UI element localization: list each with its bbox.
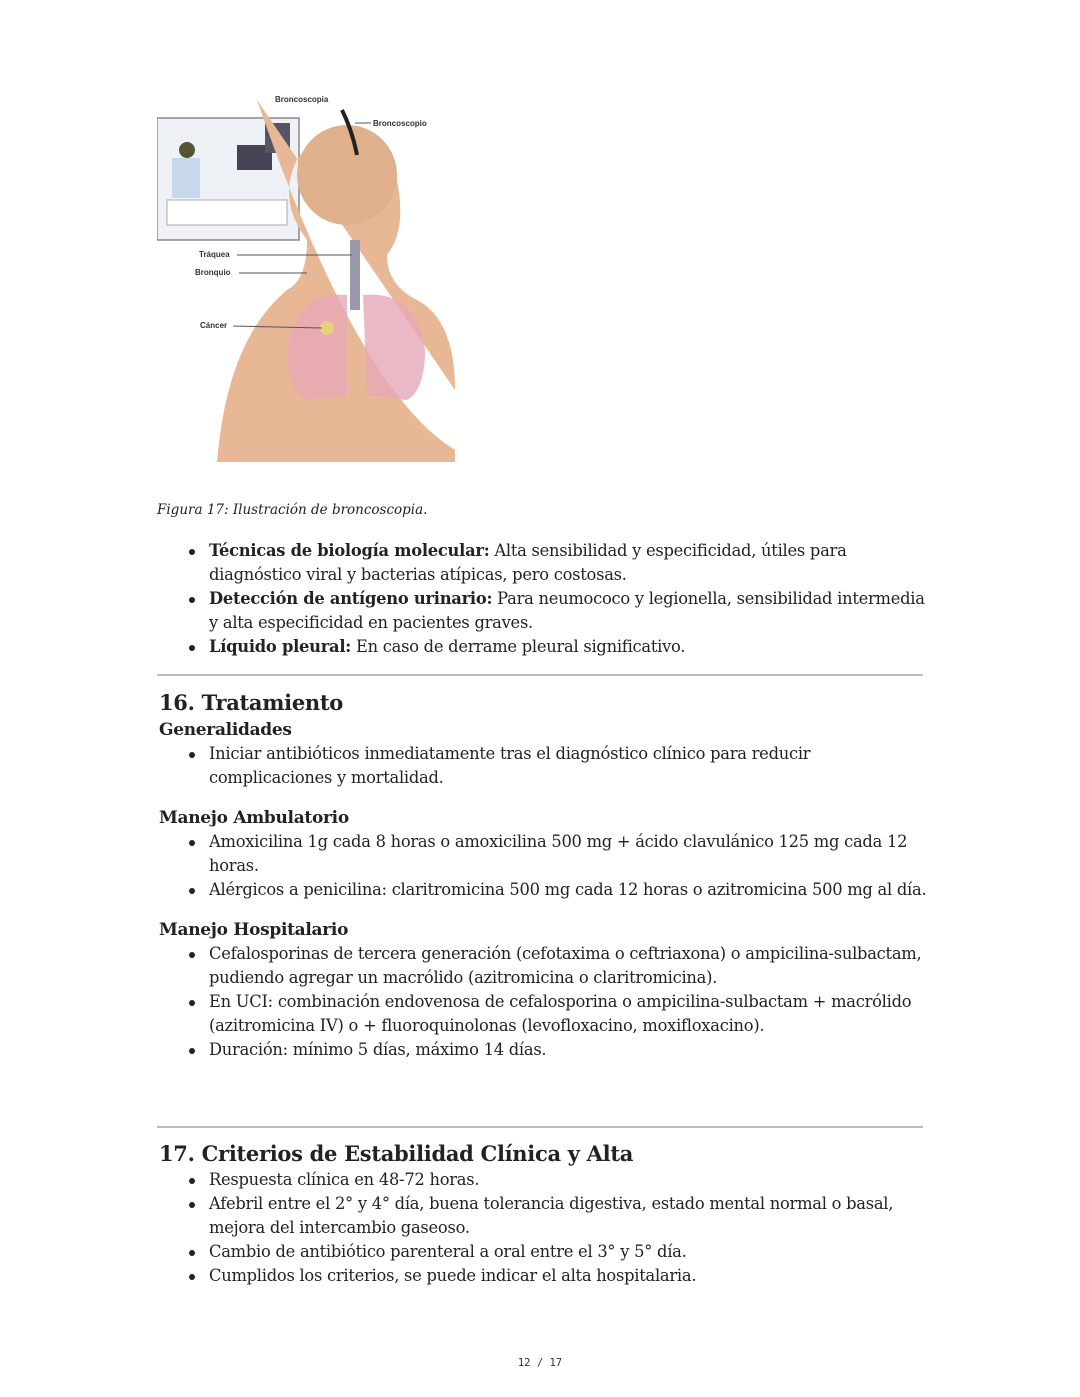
figure-caption: Figura 17: Ilustración de broncoscopia. — [157, 502, 428, 518]
section-16 — [159, 690, 929, 1062]
bronchoscopy-illustration — [157, 90, 455, 462]
list-item: Alérgicos a penicilina: claritromicina 500 mg cada 12 horas o azitromicina 500 mg al día. — [209, 878, 929, 902]
label-cancer: Cáncer — [200, 321, 228, 330]
section-17 — [159, 1141, 929, 1288]
subheading: Manejo Hospitalario — [159, 920, 349, 940]
list-item: Respuesta clínica en 48-72 horas. — [209, 1168, 929, 1192]
label-broncoscopio: Broncoscopio — [373, 119, 427, 128]
section-title: 17. Criterios de Estabilidad Clínica y Alta — [159, 1141, 634, 1166]
list-item: Cambio de antibiótico parenteral a oral entre el 3° y 5° día. — [209, 1240, 929, 1264]
list-item: Líquido pleural: En caso de derrame pleural significativo. — [209, 635, 929, 659]
label-broncoscopia: Broncoscopia — [275, 95, 329, 104]
list-item: Técnicas de biología molecular: Alta sensibilidad y especificidad, útiles para diagnóstico viral y bacterias atípicas, pero costosas. — [209, 539, 929, 587]
section-title: 16. Tratamiento — [159, 690, 343, 715]
diagnostics-list — [159, 539, 929, 659]
list-item: Cumplidos los criterios, se puede indicar el alta hospitalaria. — [209, 1264, 929, 1288]
list-item: Cefalosporinas de tercera generación (cefotaxima o ceftriaxona) o ampicilina-sulbactam, pudiendo agregar un macrólido (azitromicina o claritromicina). — [209, 942, 929, 990]
list-item: Detección de antígeno urinario: Para neumococo y legionella, sensibilidad intermedia y alta especificidad en pacientes graves. — [209, 587, 929, 635]
subheading: Manejo Ambulatorio — [159, 808, 349, 828]
list-item: En UCI: combinación endovenosa de cefalosporina o ampicilina-sulbactam + macrólido (azitromicina IV) o + fluoroquinolonas (levofloxacino, moxifloxacino). — [209, 990, 929, 1038]
label-bronquio: Bronquio — [195, 268, 231, 277]
list-item: Amoxicilina 1g cada 8 horas o amoxicilina 500 mg + ácido clavulánico 125 mg cada 12 horas. — [209, 830, 929, 878]
list-item: Iniciar antibióticos inmediatamente tras el diagnóstico clínico para reducir complicaciones y mortalidad. — [209, 742, 929, 790]
divider — [157, 674, 923, 676]
list-item: Duración: mínimo 5 días, máximo 14 días. — [209, 1038, 929, 1062]
subheading: Generalidades — [159, 720, 292, 740]
list-item: Afebril entre el 2° y 4° día, buena tolerancia digestiva, estado mental normal o basal, mejora del intercambio gaseoso. — [209, 1192, 929, 1240]
label-traquea: Tráquea — [199, 250, 230, 259]
divider — [157, 1126, 923, 1128]
page-number: 12 / 17 — [517, 1357, 563, 1369]
